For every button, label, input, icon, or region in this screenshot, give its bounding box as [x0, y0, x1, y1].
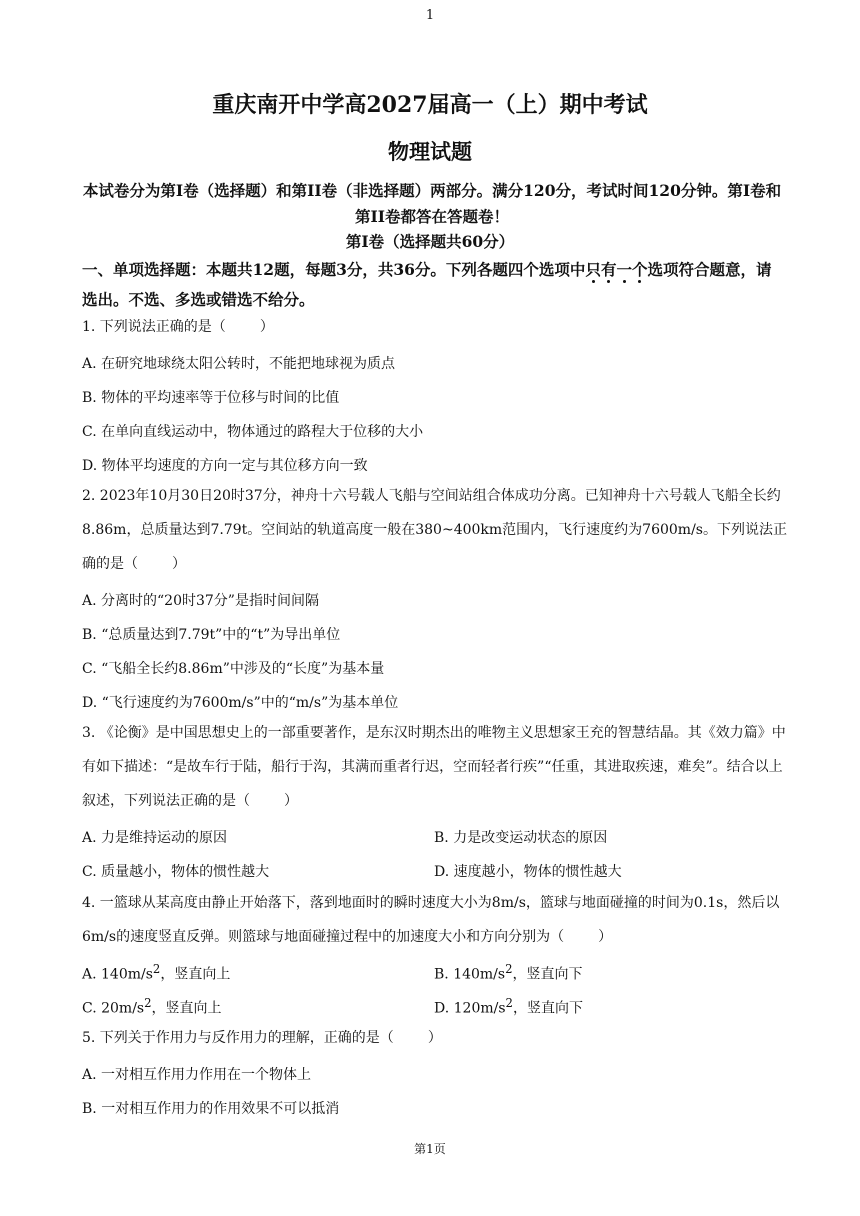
question-stem: 5. 下列关于作用力与反作用力的理解，正确的是（ ） — [82, 1030, 442, 1046]
section-heading — [82, 255, 782, 315]
option-c: C. 质量越小，物体的惯性越大 — [82, 864, 270, 880]
question-stem: 1. 下列说法正确的是（ ） — [82, 319, 274, 335]
question-stem: 3. 《论衡》是中国思想史上的一部重要著作，是东汉时期杰出的唯物主义思想家王充的智慧结晶。其《效力篇》中有如下描述：“是故车行于陆，船行于沟，其满而重者行迟，空而轻者行疾”“任重，其进取疾速，难矣”。结合以上叙述，下列说法正确的是（ ） — [82, 725, 786, 809]
option-a: A. 力是维持运动的原因 — [82, 830, 228, 846]
option-d: D. 速度越小，物体的惯性越大 — [434, 864, 622, 880]
emphasis-char: 一 — [616, 260, 632, 279]
option-b: B. 一对相互作用力的作用效果不可以抵消 — [82, 1101, 340, 1117]
section-heading-post: 选项符合题意，请选出。不选、多选或错选不给分。 — [82, 260, 772, 309]
exam-subtitle: 物理试题 — [388, 139, 472, 164]
volume-heading: 第I卷（选择题共60分） — [345, 232, 515, 251]
option-a: A. 在研究地球绕太阳公转时，不能把地球视为质点 — [82, 356, 396, 372]
page-number-top: 1 — [425, 8, 435, 23]
option-d: D. 物体平均速度的方向一定与其位移方向一致 — [82, 458, 368, 474]
option-b: B. “总质量达到7.79t”中的“t”为导出单位 — [82, 627, 341, 643]
option-a: A. 分离时的“20时37分”是指时间间隔 — [82, 593, 319, 609]
option-c: C. “飞船全长约8.86m”中涉及的“长度”为基本量 — [82, 661, 385, 677]
option-a: A. $140m/s^2$，竖直向上 — [82, 962, 231, 983]
option-c: C. $20m/s^2$，竖直向上 — [82, 996, 222, 1017]
option-d: D. $120m/s^2$，竖直向下 — [434, 996, 583, 1017]
question-stem: 4. 一篮球从某高度由静止开始落下，落到地面时的瞬时速度大小为8m/s，篮球与地面碰撞的时间为0.1s，然后以6m/s的速度竖直反弹。则篮球与地面碰撞过程中的加速度大小和方向分别为（ ） — [82, 895, 780, 945]
emphasis-char: 只 — [585, 260, 601, 279]
page-footer: 第1页 — [414, 1142, 446, 1156]
option-b: B. $140m/s^2$，竖直向下 — [434, 962, 583, 983]
option-c: C. 在单向直线运动中，物体通过的路程大于位移的大小 — [82, 424, 424, 440]
option-a: A. 一对相互作用力作用在一个物体上 — [82, 1067, 312, 1083]
exam-intro: 本试卷分为第I卷（选择题）和第II卷（非选择题）两部分。满分120分，考试时间120分钟。第I卷和第II卷都答在答题卷！ — [82, 181, 782, 226]
option-b: B. 物体的平均速率等于位移与时间的比值 — [82, 390, 340, 406]
option-b: B. 力是改变运动状态的原因 — [434, 830, 608, 846]
emphasis-char: 有 — [600, 260, 617, 279]
exam-title: 重庆南开中学高2027届高一（上）期中考试 — [212, 92, 648, 118]
section-heading-pre: 一、单项选择题：本题共12题，每题3分，共36分。下列各题四个选项中 — [82, 260, 586, 279]
option-d: D. “飞行速度约为7600m/s”中的“m/s”为基本单位 — [82, 695, 399, 711]
question-stem: 2. 2023年10月30日20时37分，神舟十六号载人飞船与空间站组合体成功分离。已知神舟十六号载人飞船全长约8.86m，总质量达到7.79t。空间站的轨道高度一般在380~400km范围内，飞行速度约为7600m/s。下列说法正确的是（ ） — [82, 488, 787, 572]
emphasis-char: 个 — [631, 260, 648, 279]
